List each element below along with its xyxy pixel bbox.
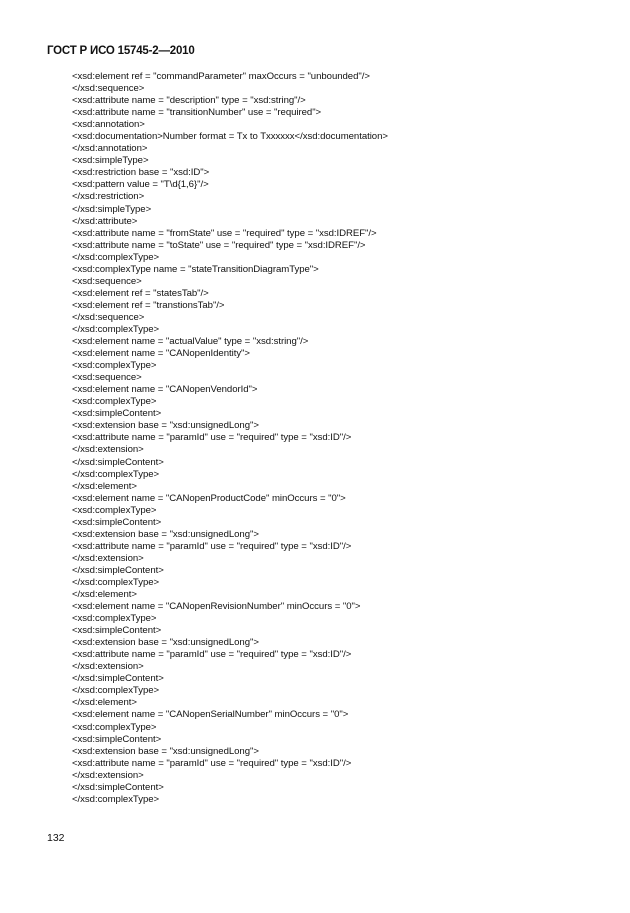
code-line: <xsd:attribute name = "description" type = "xsd:string"/>: [72, 95, 306, 107]
code-line: <xsd:attribute name = "paramId" use = "required" type = "xsd:ID"/>: [72, 540, 352, 552]
code-line: <xsd:documentation>Number format = Tx to Txxxxxx</xsd:documentation>: [72, 131, 388, 143]
code-line: <xsd:simpleContent>: [72, 625, 162, 637]
code-line: </xsd:annotation>: [72, 143, 148, 155]
code-line: </xsd:complexType>: [72, 251, 160, 263]
code-line: <xsd:sequence>: [72, 372, 142, 384]
code-line: </xsd:complexType>: [72, 576, 160, 588]
code-line: </xsd:simpleContent>: [72, 456, 164, 468]
code-line: <xsd:element name = "CANopenSerialNumber" minOccurs = "0">: [72, 709, 349, 721]
code-line: <xsd:attribute name = "paramId" use = "required" type = "xsd:ID"/>: [72, 757, 352, 769]
code-line: <xsd:restriction base = "xsd:ID">: [72, 167, 210, 179]
code-line: <xsd:element name = "actualValue" type = "xsd:string"/>: [72, 336, 309, 348]
code-line: <xsd:simpleContent>: [72, 516, 162, 528]
code-line: <xsd:element ref = "transtionsTab"/>: [72, 299, 225, 311]
code-line: <xsd:complexType>: [72, 721, 157, 733]
code-line: <xsd:extension base = "xsd:unsignedLong">: [72, 637, 259, 649]
code-line: <xsd:extension base = "xsd:unsignedLong">: [72, 420, 259, 432]
code-line: </xsd:extension>: [72, 444, 144, 456]
code-line: </xsd:complexType>: [72, 793, 160, 805]
code-line: <xsd:simpleContent>: [72, 733, 162, 745]
code-line: <xsd:complexType name = "stateTransitionDiagramType">: [72, 263, 319, 275]
code-line: <xsd:simpleContent>: [72, 408, 162, 420]
code-line: <xsd:element name = "CANopenVendorId">: [72, 384, 258, 396]
code-line: </xsd:sequence>: [72, 311, 145, 323]
code-line: </xsd:attribute>: [72, 215, 138, 227]
code-line: <xsd:element name = "CANopenRevisionNumber" minOccurs = "0">: [72, 601, 361, 613]
code-line: <xsd:attribute name = "transitionNumber" use = "required">: [72, 107, 322, 119]
code-line: <xsd:extension base = "xsd:unsignedLong">: [72, 745, 259, 757]
code-line: <xsd:annotation>: [72, 119, 145, 131]
page-number: 132: [47, 832, 65, 844]
code-line: <xsd:element ref = "statesTab"/>: [72, 287, 209, 299]
code-line: <xsd:attribute name = "fromState" use = "required" type = "xsd:IDREF"/>: [72, 227, 377, 239]
code-line: </xsd:simpleContent>: [72, 781, 164, 793]
code-line: </xsd:element>: [72, 589, 137, 601]
code-line: <xsd:pattern value = "T\d{1,6}"/>: [72, 179, 209, 191]
code-line: </xsd:complexType>: [72, 685, 160, 697]
code-line: <xsd:element ref = "commandParameter" maxOccurs = "unbounded"/>: [72, 71, 370, 82]
code-line: </xsd:element>: [72, 480, 137, 492]
code-line: </xsd:simpleContent>: [72, 673, 164, 685]
code-line: <xsd:element name = "CANopenIdentity">: [72, 348, 250, 360]
code-line: <xsd:extension base = "xsd:unsignedLong">: [72, 528, 259, 540]
code-line: <xsd:complexType>: [72, 396, 157, 408]
code-line: <xsd:attribute name = "toState" use = "required" type = "xsd:IDREF"/>: [72, 239, 366, 251]
code-line: <xsd:simpleType>: [72, 155, 149, 167]
code-line: </xsd:extension>: [72, 769, 144, 781]
code-line: <xsd:element name = "CANopenProductCode" minOccurs = "0">: [72, 492, 346, 504]
document-header: ГОСТ Р ИСО 15745-2—2010: [47, 45, 195, 57]
code-line: </xsd:extension>: [72, 661, 144, 673]
code-line: </xsd:element>: [72, 697, 137, 709]
code-line: </xsd:complexType>: [72, 323, 160, 335]
code-line: </xsd:simpleType>: [72, 203, 152, 215]
code-line: <xsd:complexType>: [72, 360, 157, 372]
code-line: </xsd:simpleContent>: [72, 564, 164, 576]
code-line: </xsd:extension>: [72, 552, 144, 564]
code-line: </xsd:restriction>: [72, 191, 145, 203]
code-line: <xsd:sequence>: [72, 275, 142, 287]
code-line: <xsd:complexType>: [72, 504, 157, 516]
code-line: </xsd:sequence>: [72, 83, 145, 95]
code-line: <xsd:attribute name = "paramId" use = "required" type = "xsd:ID"/>: [72, 432, 352, 444]
xsd-code-listing: [72, 71, 388, 806]
code-line: <xsd:complexType>: [72, 613, 157, 625]
code-line: </xsd:complexType>: [72, 468, 160, 480]
code-line: <xsd:attribute name = "paramId" use = "required" type = "xsd:ID"/>: [72, 649, 352, 661]
